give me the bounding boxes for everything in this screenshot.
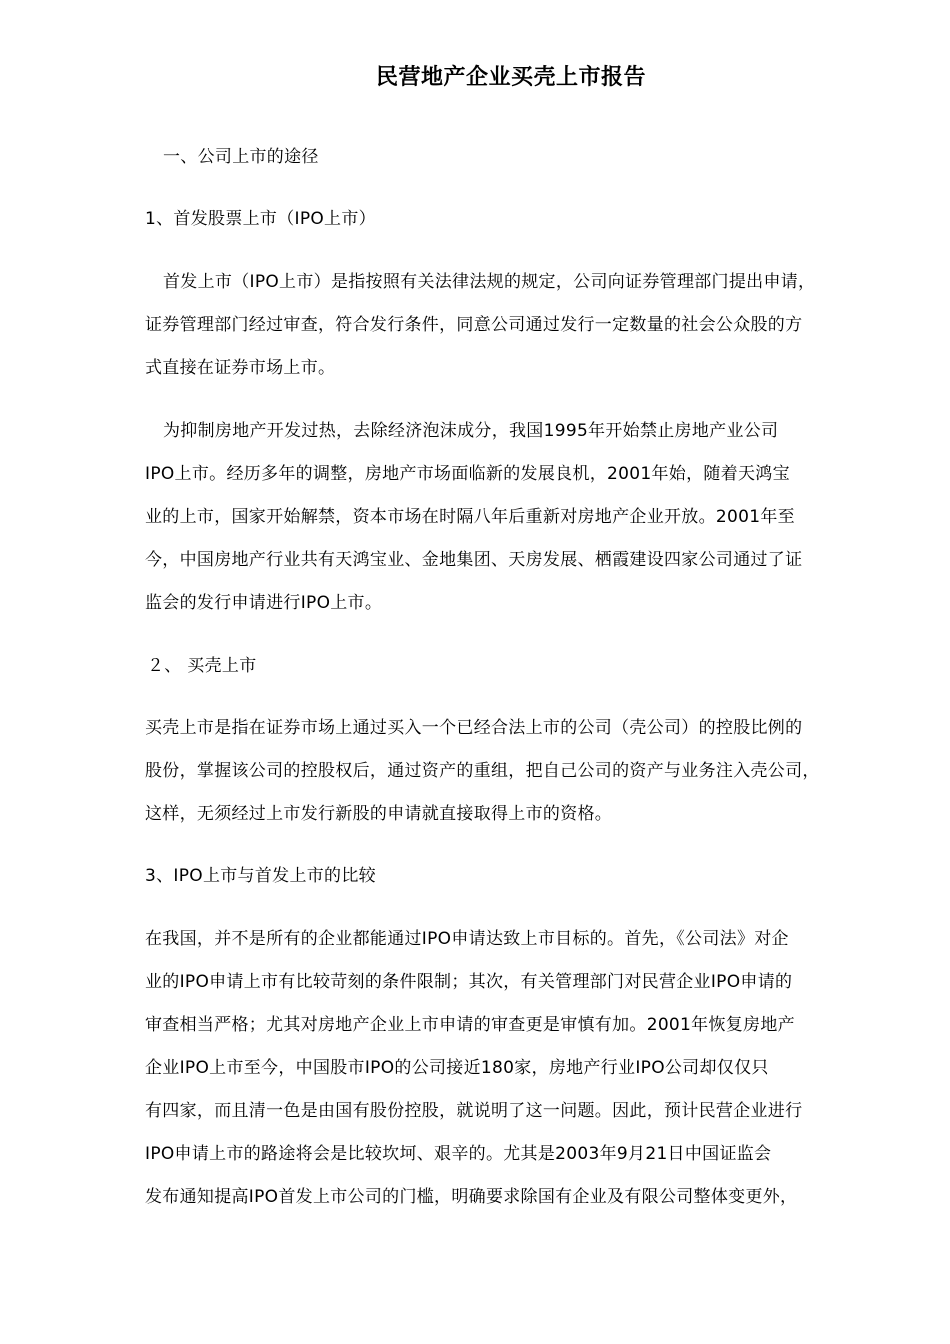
subsection-heading-text: 3、IPO上市与首发上市的比较 — [145, 866, 376, 886]
paragraph-line: 证券管理部门经过审查，符合发行条件，同意公司通过发行一定数量的社会公众股的方 — [145, 315, 803, 335]
subsection-heading-text: ２、 买壳上市 — [147, 656, 257, 676]
paragraph-line: 有四家，而且清一色是由国有股份控股，就说明了这一问题。因此，预计民营企业进行 — [145, 1101, 803, 1121]
paragraph-line: 审查相当严格；尤其对房地产企业上市申请的审查更是审慎有加。2001年恢复房地产 — [145, 1015, 795, 1035]
paragraph-line: IPO上市。经历多年的调整，房地产市场面临新的发展良机，2001年始，随着天鸿宝 — [145, 464, 790, 484]
paragraph-line: IPO申请上市的路途将会是比较坎坷、艰辛的。尤其是2003年9月21日中国证监会 — [145, 1144, 772, 1164]
paragraph-line: 业的IPO申请上市有比较苛刻的条件限制；其次，有关管理部门对民营企业IPO申请的 — [145, 972, 793, 992]
document-title: 民营地产企业买壳上市报告 — [375, 65, 646, 90]
section-heading-text: 一、公司上市的途径 — [163, 147, 319, 167]
paragraph-line: 发布通知提高IPO首发上市公司的门槛，明确要求除国有企业及有限公司整体变更外， — [145, 1187, 798, 1207]
paragraph-line: 今，中国房地产行业共有天鸿宝业、金地集团、天房发展、栖霞建设四家公司通过了证 — [145, 550, 803, 570]
paragraph-comparison — [145, 918, 885, 1219]
subsection-heading-comparison — [145, 855, 885, 898]
paragraph-ipo-definition — [145, 261, 885, 390]
paragraph-line: 买壳上市是指在证券市场上通过买入一个已经合法上市的公司（壳公司）的控股比例的 — [145, 718, 803, 738]
subsection-heading-backdoor — [145, 645, 885, 688]
paragraph-line: 企业IPO上市至今，中国股市IPO的公司接近180家，房地产行业IPO公司却仅仅只 — [145, 1058, 769, 1078]
paragraph-ipo-history — [145, 410, 885, 625]
paragraph-line: 股份，掌握该公司的控股权后，通过资产的重组，把自己公司的资产与业务注入壳公司， — [145, 761, 820, 781]
paragraph-line: 这样，无须经过上市发行新股的申请就直接取得上市的资格。 — [145, 804, 613, 824]
paragraph-line: 式直接在证券市场上市。 — [145, 358, 336, 378]
paragraph-backdoor-definition — [145, 707, 885, 836]
paragraph-line: 为抑制房地产开发过热，去除经济泡沫成分，我国1995年开始禁止房地产业公司 — [163, 421, 779, 441]
section-heading-routes — [145, 136, 885, 179]
paragraph-line: 监会的发行申请进行IPO上市。 — [145, 593, 383, 613]
subsection-heading-text: 1、首发股票上市（IPO上市） — [145, 209, 376, 229]
paragraph-line: 业的上市，国家开始解禁，资本市场在时隔八年后重新对房地产企业开放。2001年至 — [145, 507, 795, 527]
paragraph-line: 在我国，并不是所有的企业都能通过IPO申请达致上市目标的。首先，《公司法》对企 — [145, 929, 789, 949]
subsection-heading-ipo — [145, 198, 885, 241]
paragraph-line: 首发上市（IPO上市）是指按照有关法律法规的规定，公司向证券管理部门提出申请， — [163, 272, 816, 292]
